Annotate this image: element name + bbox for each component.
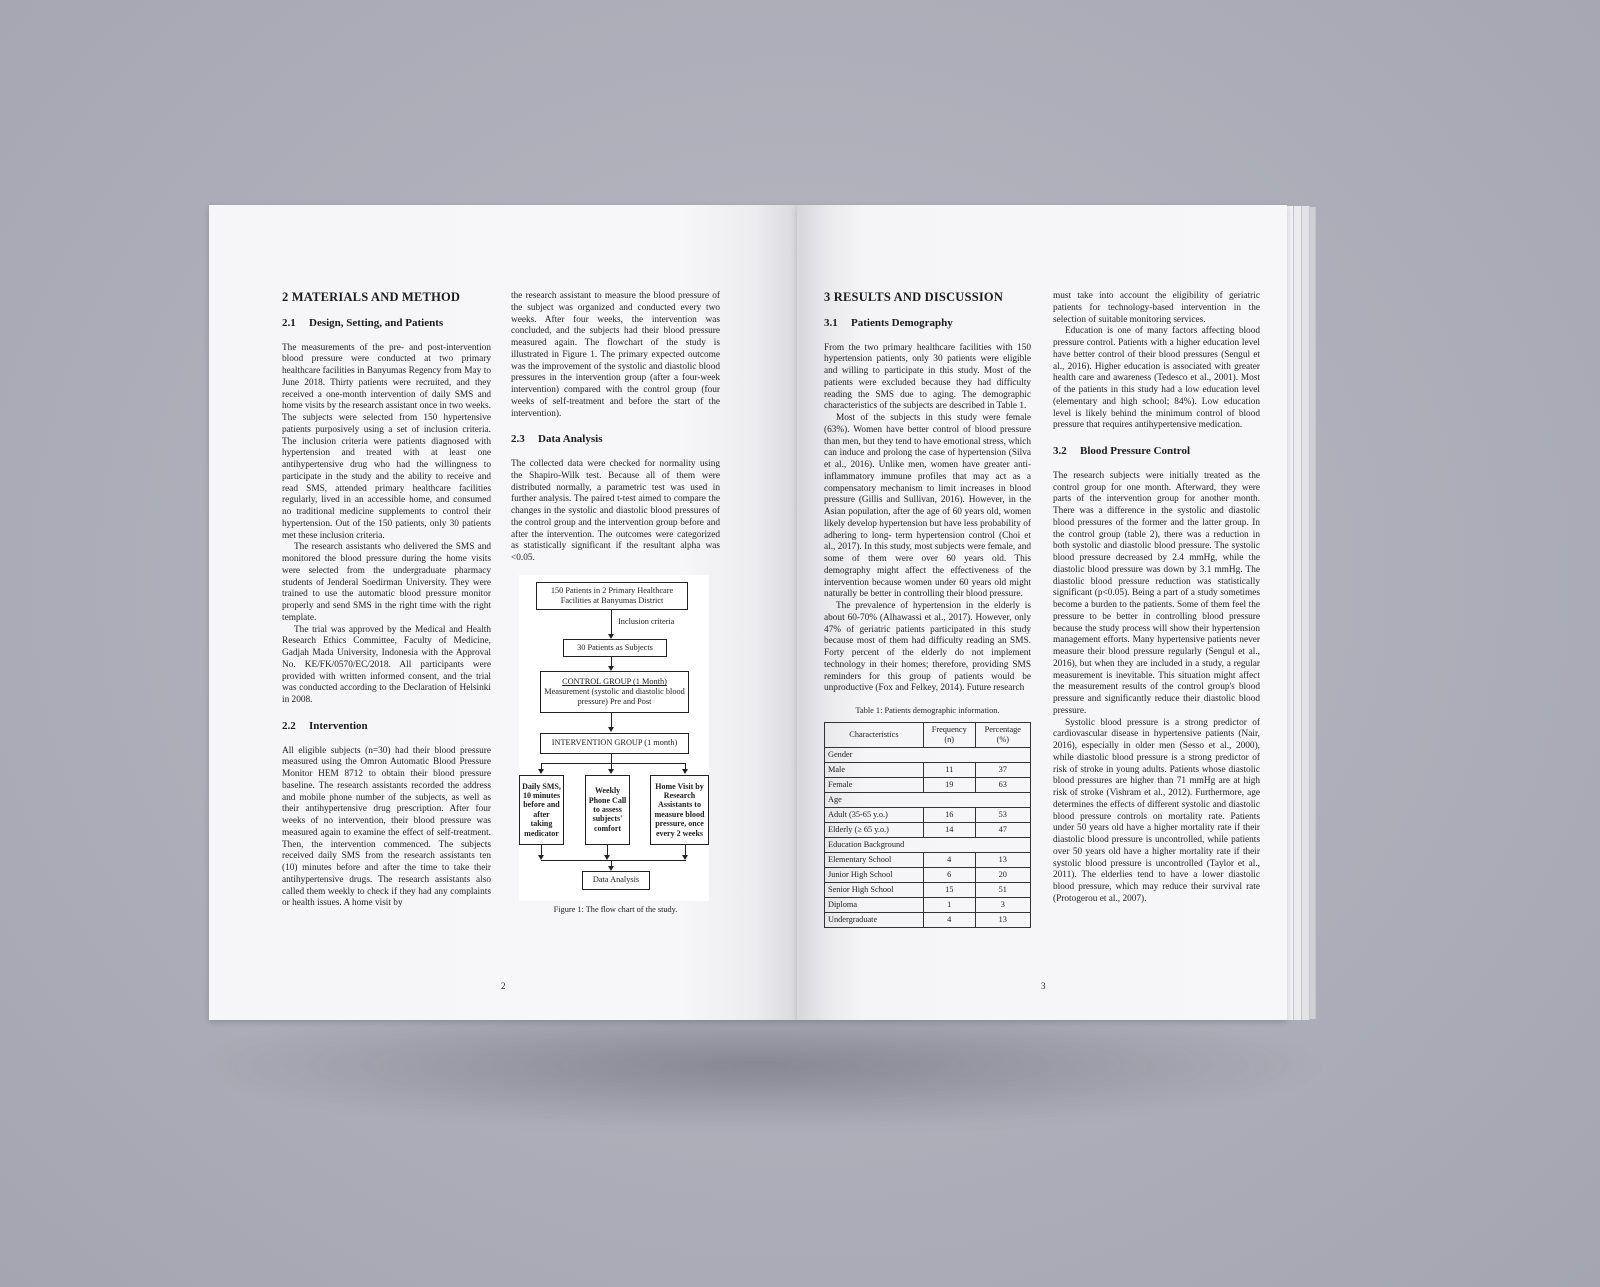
table-cell: 1 bbox=[923, 897, 975, 912]
flow-connector bbox=[541, 860, 686, 861]
flow-box-data-analysis bbox=[582, 871, 650, 890]
table-cell: 14 bbox=[923, 822, 975, 837]
paragraph: the research assistant to measure the blood pressure of the subject was organized and conducted every two weeks. After four weeks, the intervention was concluded, and the subjects had their blood pressure measured again. The flowchart of the study is illustrated in Figure 1. The primary expected outcome was the improvement of the systolic and diastolic blood pressures in the intervention group (after a four-week intervention) compared with the control group (four weeks of self-treatment and before the start of the intervention). bbox=[511, 291, 720, 419]
paragraph: The trial was approved by the Medical and Health Research Ethics Committee, Faculty of Medicine, Gadjah Mada University, Indonesia with the Approval No. KE/FK/0570/EC/2018. All participants were provided with written informed consent, and the trial was conducted according to the Declaration of Helsinki in 2008. bbox=[282, 624, 491, 705]
table-cell: 47 bbox=[975, 822, 1030, 837]
paragraph: All eligible subjects (n=30) had their blood pressure measured using the Omron Automatic Blood Pressure Monitor HEM 8712 to obtain their blood pressure baseline. The research assistants recorded the address and mobile phone number of the subjects, as well as their antihypertensive drug prescription. After four weeks of no intervention, their blood pressure was measured again to examine the effect of self-treatment. Then, the intervention commenced. The subjects received daily SMS from the research assistants ten (10) minutes before and after the time to take their antihypertensive drugs. The research assistants also called them weekly to check if they had any complaints or health issues. A home visit by bbox=[282, 745, 491, 909]
subsection-number: 2.3 bbox=[511, 433, 525, 446]
table-row bbox=[825, 882, 1031, 897]
flow-arrow bbox=[682, 769, 688, 774]
table-cell: Senior High School bbox=[825, 882, 924, 897]
table-cell: Undergraduate bbox=[825, 912, 924, 927]
subsection-title: Design, Setting, and Patients bbox=[309, 316, 444, 329]
flow-arrow bbox=[608, 727, 614, 732]
flow-box-text: Weekly Phone Call to assess subjects' comfort bbox=[588, 786, 627, 833]
flow-box-intervention-group bbox=[540, 733, 689, 754]
right-column-2 bbox=[1053, 291, 1260, 906]
table-cell: Junior High School bbox=[825, 867, 924, 882]
subsection-heading bbox=[511, 434, 720, 446]
paragraph: Education is one of many factors affecting blood pressure control. Patients with a higher education level have better control of their blood pressures (Sengul et al., 2016). Higher education is associated with greater health care and awareness (Tedesco et al., 2001). Most of the patients in this study had a low education level (elementary and high school; 84%). Low education level is likely behind the minimum control of blood pressure that requires antihypertensive medication. bbox=[1053, 326, 1260, 431]
table-group-label: Age bbox=[825, 792, 1031, 807]
table-group-label: Education Background bbox=[825, 837, 1031, 852]
flow-control-body: Measurement (systolic and diastolic blood pressure) Pre and Post bbox=[544, 686, 685, 706]
figure-caption: Figure 1: The flow chart of the study. bbox=[553, 904, 678, 914]
table-cell: 20 bbox=[975, 867, 1030, 882]
paragraph: The research assistants who delivered the SMS and monitored the blood pressure during the home visits were selected from the undergraduate pharmacy students of Jenderal Soedirman University. They were trained to use the automatic blood pressure monitor properly and send SMS in the right time with the right template. bbox=[282, 542, 491, 623]
table-row bbox=[825, 777, 1031, 792]
flow-box-weekly-call bbox=[585, 775, 630, 845]
paragraph: The prevalence of hypertension in the elderly is about 60-70% (Alhawassi et al., 2017). However, only 47% of geriatric patients participated in this study because most of them had difficulty reading an SMS. Forty percent of the elderly do not implement technology in their homes; therefore, providing SMS reminders for this group of patients would be unproductive (Fox and Felkey, 2014). Future research bbox=[824, 601, 1031, 694]
table-cell: 13 bbox=[975, 912, 1030, 927]
flow-box-home-visit bbox=[650, 775, 709, 845]
flow-connector bbox=[541, 763, 686, 764]
page-number: 2 bbox=[501, 981, 506, 991]
flow-box-text: 30 Patients as Subjects bbox=[577, 642, 653, 652]
demographics-table bbox=[824, 722, 1031, 928]
paragraph: Systolic blood pressure is a strong predictor of cardiovascular disease in hypertensive patients (Nair, 2016), especially in older men (Sesso et al., 2000), while diastolic blood pressure is a strong predictor of risk of stroke in young adults. Patients whose diastolic blood pressures are higher than 71 mmHg are at high risk of stroke (Vishram et al., 2012). Furthermore, age determines the effects of different systolic and diastolic blood pressure controls on mortality rate. Patients under 50 years old have a higher mortality rate if their diastolic blood pressure is uncontrolled, while patients over 50 years old have a higher mortality rate if their systolic blood pressure is uncontrolled (Taylor et al., 2011). The elderlies tend to have a lower diastolic blood pressure, which may reduce their survival rate (Protogerou et al., 2007). bbox=[1053, 717, 1260, 904]
table-cell: 51 bbox=[975, 882, 1030, 897]
flow-arrow bbox=[608, 769, 614, 774]
table-group-row bbox=[825, 837, 1031, 852]
table-group-row bbox=[825, 792, 1031, 807]
flowchart-figure bbox=[519, 575, 709, 901]
flow-connector bbox=[611, 754, 612, 763]
subsection-heading bbox=[282, 721, 491, 733]
flow-box-population bbox=[536, 582, 688, 610]
table-row bbox=[825, 822, 1031, 837]
section-heading: 2 MATERIALS AND METHOD bbox=[282, 290, 461, 304]
table-row bbox=[825, 807, 1031, 822]
subsection-title: Patients Demography bbox=[851, 316, 953, 329]
table-row bbox=[825, 897, 1031, 912]
flow-box-control-group bbox=[540, 671, 689, 713]
left-column-2 bbox=[511, 291, 720, 916]
table-cell: 63 bbox=[975, 777, 1030, 792]
table-cell: Adult (35-65 y.o.) bbox=[825, 807, 924, 822]
table-row bbox=[825, 762, 1031, 777]
subsection-heading bbox=[1053, 446, 1260, 458]
subsection-number: 2.1 bbox=[282, 316, 296, 329]
subsection-heading bbox=[824, 318, 1031, 330]
table-cell: 37 bbox=[975, 762, 1030, 777]
table-group-label: Gender bbox=[825, 747, 1031, 762]
table-header-cell: Characteristics bbox=[825, 722, 924, 747]
flow-box-text: INTERVENTION GROUP (1 month) bbox=[551, 738, 678, 748]
table-row bbox=[825, 867, 1031, 882]
flow-connector bbox=[611, 610, 612, 637]
table-header-cell: Percentage (%) bbox=[975, 722, 1030, 747]
table-group-row bbox=[825, 747, 1031, 762]
table-cell: Male bbox=[825, 762, 924, 777]
right-column-1 bbox=[824, 292, 1031, 928]
paragraph: must take into account the eligibility of geriatric patients for technology-based intervention in the selection of suitable monitoring services. bbox=[1053, 291, 1260, 325]
table-cell: 53 bbox=[975, 807, 1030, 822]
table-cell: Diploma bbox=[825, 897, 924, 912]
table-cell: 4 bbox=[923, 912, 975, 927]
flow-box-text: Daily SMS, 10 minutes before and after taking medicator bbox=[522, 781, 561, 838]
section-heading: 3 RESULTS AND DISCUSSION bbox=[824, 290, 1004, 304]
flow-arrow bbox=[538, 769, 544, 774]
table-cell: 16 bbox=[923, 807, 975, 822]
table-cell: 19 bbox=[923, 777, 975, 792]
subsection-number: 3.2 bbox=[1053, 445, 1067, 457]
left-page bbox=[209, 205, 797, 1020]
right-page bbox=[797, 205, 1287, 1020]
table-header-row bbox=[825, 722, 1031, 747]
table-header-cell: Frequency (n) bbox=[923, 722, 975, 747]
subsection-number: 2.2 bbox=[282, 719, 296, 732]
table-row bbox=[825, 852, 1031, 867]
table-row bbox=[825, 912, 1031, 927]
flow-box-text: Data Analysis bbox=[592, 875, 640, 885]
subsection-heading bbox=[282, 318, 491, 330]
page-number: 3 bbox=[1041, 981, 1046, 991]
table-cell: Female bbox=[825, 777, 924, 792]
subsection-title: Data Analysis bbox=[538, 433, 603, 446]
flow-box-text: Home Visit by Research Assistants to measure blood pressure, once every 2 weeks bbox=[654, 781, 705, 838]
table-cell: 11 bbox=[923, 762, 975, 777]
subsection-number: 3.1 bbox=[824, 316, 838, 329]
flow-control-title: CONTROL GROUP (1 Month) bbox=[562, 677, 667, 687]
table-cell: 6 bbox=[923, 867, 975, 882]
subsection-title: Blood Pressure Control bbox=[1080, 445, 1191, 457]
table-cell: Elementary School bbox=[825, 852, 924, 867]
table-cell: 3 bbox=[975, 897, 1030, 912]
flow-label-criteria: Inclusion criteria bbox=[618, 616, 675, 626]
paragraph: The research subjects were initially treated as the control group for one month. Afterward, they were parts of the intervention group for another month. There was a difference in the systolic and diastolic blood pressures of the former and the latter group. In the control group (table 2), there was a reduction in both systolic and diastolic blood pressure. The systolic blood pressure decreased by 2.4 mmHg, while the diastolic blood pressure was down by 3.1 mmHg. The diastolic blood pressure reduction was statistically significant (p<0.05). Being a part of a study sometimes become a burden to the patients. Some of them feel the pressure to be better in controlling blood pressure because the study process will show their hypertension management efforts. Many hypertensive patients never measure their blood pressure regularly (Sengul et al., 2016), but when they are included in a study, a regular measurement is inevitable. This situation might affect the measurement results of the control group's blood pressure and significantly reduce their diastolic blood pressure. bbox=[1053, 470, 1260, 716]
table-caption: Table 1: Patients demographic information. bbox=[855, 706, 1000, 715]
table-cell: Elderly (≥ 65 y.o.) bbox=[825, 822, 924, 837]
table-cell: 13 bbox=[975, 852, 1030, 867]
flow-box-text: 150 Patients in 2 Primary Healthcare Facilities at Banyumas District bbox=[550, 586, 674, 605]
paragraph: Most of the subjects in this study were female (63%). Women have better control of blood pressure than men, but they tend to have emotional stress, which can induce and prolong the case of hypertension (Silva et al., 2016). Unlike men, women have greater anti-inflammatory immune profiles that may act as a compensatory mechanism to limit increases in blood pressure (Gillis and Sullivan, 2016). However, in the Asian population, after the age of 60 years old, women likely develop hypertension but have less probability of adhering to long- term hypertension control (Choi et al., 2017). In this study, most subjects were female, and some of them were over 60 years old. This demography might affect the effectiveness of the intervention because women under 60 years old might naturally be better in controlling their blood pressure. bbox=[824, 413, 1031, 600]
left-column-1 bbox=[282, 292, 491, 910]
flow-box-daily-sms bbox=[519, 775, 564, 845]
page-stack bbox=[1287, 206, 1294, 1020]
flow-box-subjects bbox=[563, 639, 667, 657]
subsection-title: Intervention bbox=[309, 719, 368, 732]
paragraph: The measurements of the pre- and post-intervention blood pressure were conducted at two primary healthcare facilities in Banyumas Regency from May to June 2018. Thirty patients were recruited, and they received a one-month intervention of daily SMS and home visits by the research assistant once in two weeks. The subjects were selected from 150 hypertensive patients purposively using a set of inclusion criteria. The inclusion criteria were patients diagnosed with hypertension and treated with at least one antihypertensive drug who had the willingness to participate in the study and the ability to receive and read SMS, attended primary healthcare facilities regularly, lived in an accessible home, and consumed no traditional medicine supplements to control their hypertension. Out of the 150 patients, only 30 patients met these inclusion criteria. bbox=[282, 342, 491, 541]
table-cell: 15 bbox=[923, 882, 975, 897]
table-cell: 4 bbox=[923, 852, 975, 867]
paragraph: From the two primary healthcare facilities with 150 hypertension patients, only 30 patients were eligible and willing to participate in this study. Most of the patients were excluded because they had difficulty reading the SMS due to aging. The demographic characteristics of the subjects are described in Table 1. bbox=[824, 342, 1031, 412]
paragraph: The collected data were checked for normality using the Shapiro-Wilk test. Because all of them were distributed normally, a parametric test was used in further analysis. The paired t-test aimed to compare the changes in the systolic and diastolic blood pressures of the control group and the intervention group before and after the intervention. The outcomes were categorized as statistically significant if the resultant alpha was <0.05. bbox=[511, 459, 720, 563]
